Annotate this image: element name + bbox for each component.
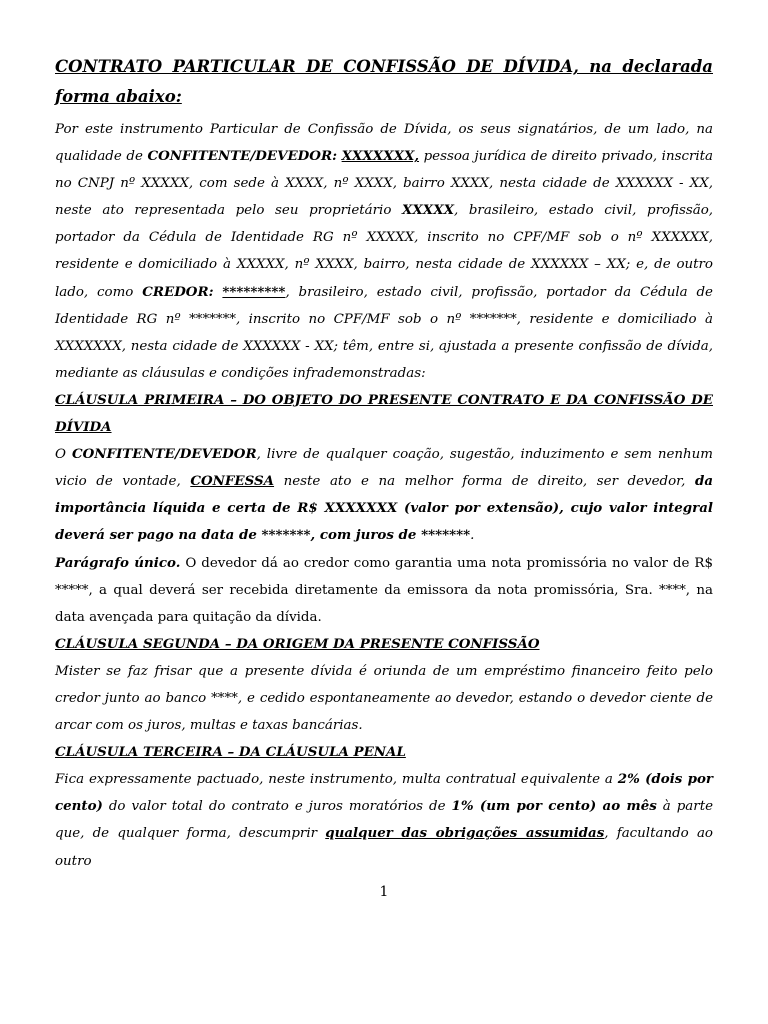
intro-paragraph — [55, 116, 713, 387]
clause-1-heading: CLÁUSULA PRIMEIRA – DO OBJETO DO PRESENTE CONTRATO E DA CONFISSÃO DE DÍVIDA — [55, 391, 713, 436]
page-number: 1 — [379, 884, 389, 900]
intro-text-1: Por este instrumento Particular de Confissão de Dívida, os seus signatários, de um lado, na qualidade de — [55, 122, 713, 165]
clause-1-confessa: CONFESSA — [190, 473, 275, 490]
paragraph-unico-text: O devedor dá ao credor como garantia uma nota promissória no valor de R$ *****, a qual deverá ser recebida diretamente da emissora da nota promissória, Sra. ****, na data avençada para quitação da dívida. — [55, 555, 713, 625]
paragraph-unico-label: Parágrafo único. — [55, 554, 181, 571]
document-title: CONTRATO PARTICULAR DE CONFISSÃO DE DÍVIDA, na declarada forma abaixo: — [55, 57, 713, 106]
devedor-name: XXXXXXX, — [341, 148, 420, 165]
clause-3-text-1: Fica expressamente pactuado, neste instrumento, multa contratual equivalente a — [55, 772, 618, 788]
clause-1-devedor: CONFITENTE/DEVEDOR — [71, 446, 257, 463]
owner-name: XXXXX — [402, 202, 454, 219]
clause-3-pct-2: 1% (um por cento) ao mês — [451, 798, 657, 815]
credor-label: CREDOR: — [142, 283, 214, 300]
clause-1-text — [55, 441, 713, 549]
clause-3-text — [55, 766, 713, 874]
clause-2-heading: CLÁUSULA SEGUNDA – DA ORIGEM DA PRESENTE CONFISSÃO — [55, 635, 540, 652]
clause-1-amount: da importância líquida e certa de R$ XXXXXXX (valor por extensão), cujo valor integral deverá ser pago na data de *******, com juros de ******* — [55, 473, 713, 544]
devedor-label: CONFITENTE/DEVEDOR: — [147, 148, 338, 165]
clause-3-text-2: do valor total do contrato e juros moratórios de — [102, 799, 452, 815]
clause-3-obrigacoes: qualquer das obrigações assumidas — [325, 825, 605, 842]
clause-1-text-2: , livre de qualquer coação, sugestão, induzimento e sem nenhum vicio de vontade, — [55, 447, 713, 490]
clause-3-pct-1: 2% (dois por cento) — [55, 771, 713, 815]
paragraph-unico — [55, 550, 713, 631]
clause-3-heading: CLÁUSULA TERCEIRA – DA CLÁUSULA PENAL — [55, 744, 406, 761]
clause-2-text: Mister se faz frisar que a presente dívida é oriunda de um empréstimo financeiro feito pelo credor junto ao banco ****, e cedido espontaneamente ao devedor, estando o devedor ciente de arcar com os juros, multas e taxas bancárias. — [55, 663, 713, 734]
clause-1-text-4: . — [470, 528, 475, 544]
intro-text-2: pessoa jurídica de direito privado, inscrita no CNPJ nº XXXXX, com sede à XXXX, nº XXXX, bairro XXXX, nesta cidade de XXXXXX - XX, neste ato representada pelo seu proprietário — [55, 149, 713, 219]
document-body — [55, 52, 713, 875]
clause-1-text-3: neste ato e na melhor forma de direito, ser devedor, — [274, 474, 695, 490]
intro-text-3: , brasileiro, estado civil, profissão, portador da Cédula de Identidade RG nº XXXXX, inscrito no CPF/MF sob o nº XXXXXX, residente e domiciliado à XXXXX, nº XXXX, bairro, nesta cidade de XXXXXX – XX; e, de outro lado, como — [55, 203, 714, 300]
credor-name: ********* — [222, 283, 286, 300]
clause-3-text-3: à parte que, de qualquer forma, descumprir — [55, 799, 713, 842]
clause-1-text-1: O — [55, 447, 72, 463]
intro-text-4: , brasileiro, estado civil, profissão, portador da Cédula de Identidade RG nº *******, inscrito no CPF/MF sob o nº *******, residente e domiciliado à XXXXXXX, nesta cidade de XXXXXX - XX; têm, entre si, ajustada a presente confissão de dívida, mediante as cláusulas e condições infrademonstradas: — [55, 284, 713, 381]
clause-3-text-4: , facultando ao outro — [55, 826, 713, 869]
